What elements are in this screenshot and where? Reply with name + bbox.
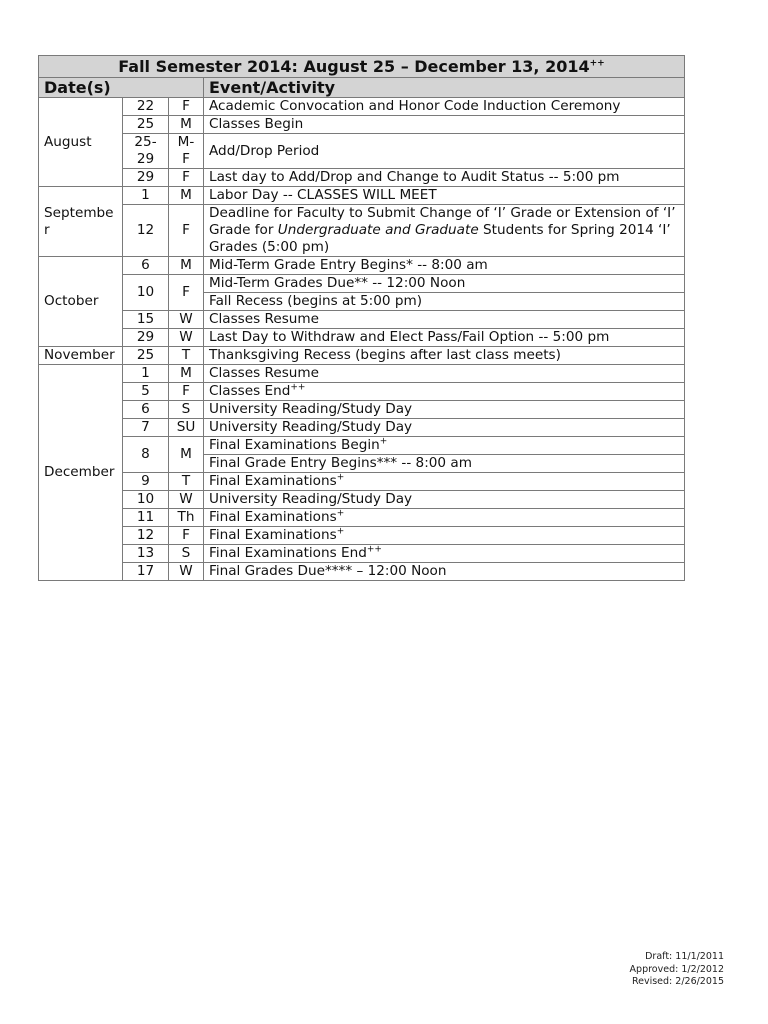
event-cell — [204, 509, 685, 527]
day-cell: 13 — [123, 545, 169, 563]
event-cell: Final Grade Entry Begins*** -- 8:00 am — [204, 455, 685, 473]
weekday-cell: M — [169, 116, 204, 134]
footnote-mark: + — [336, 472, 345, 483]
weekday-cell: W — [169, 563, 204, 581]
revision-footer — [630, 951, 724, 989]
weekday-cell: W — [169, 491, 204, 509]
weekday-cell: SU — [169, 419, 204, 437]
event-text: Deadline for Faculty to Submit Change of ‘I’ Grade or Extension of ‘I’ Grade for — [209, 205, 676, 238]
weekday-cell: T — [169, 347, 204, 365]
event-cell: Academic Convocation and Honor Code Induction Ceremony — [204, 98, 685, 116]
event-cell: Fall Recess (begins at 5:00 pm) — [204, 293, 685, 311]
table-row — [39, 365, 685, 383]
weekday-cell: M — [169, 365, 204, 383]
revised-date: Revised: 2/26/2015 — [631, 976, 724, 987]
event-cell — [204, 491, 685, 509]
day-cell: 25-29 — [123, 134, 169, 169]
table-row — [39, 311, 685, 329]
table-row — [39, 205, 685, 257]
event-cell — [204, 205, 685, 257]
weekday-cell: F — [169, 383, 204, 401]
event-cell — [204, 401, 685, 419]
table-row — [39, 187, 685, 205]
weekday-cell: F — [169, 169, 204, 187]
weekday-cell: S — [169, 545, 204, 563]
event-text: Final Examinations Begin — [209, 437, 380, 453]
weekday-cell: F — [169, 205, 204, 257]
day-cell: 15 — [123, 311, 169, 329]
day-cell: 10 — [123, 275, 169, 311]
day-cell: 6 — [123, 401, 169, 419]
weekday-cell: Th — [169, 509, 204, 527]
table-row — [39, 134, 685, 169]
table-row — [39, 401, 685, 419]
dates-header: Date(s) — [39, 78, 204, 98]
event-text: Students for Spring 2014 ‘I’ Grades (5:00 pm) — [209, 222, 671, 255]
event-text: Final Examinations — [209, 473, 337, 489]
day-cell: 6 — [123, 257, 169, 275]
event-text: Mid-Term Grade Entry Begins* -- 8:00 am — [209, 257, 488, 273]
footnote-mark: + — [336, 508, 345, 519]
table-row — [39, 347, 685, 365]
event-cell — [204, 347, 685, 365]
table-row — [39, 437, 685, 455]
day-cell: 11 — [123, 509, 169, 527]
header-row — [39, 78, 685, 98]
event-text: Mid-Term Grades Due** -- 12:00 Noon — [209, 275, 466, 291]
day-cell: 9 — [123, 473, 169, 491]
title-footnote-mark: ++ — [589, 58, 605, 69]
footnote-mark: + — [336, 526, 345, 537]
day-cell: 10 — [123, 491, 169, 509]
day-cell: 25 — [123, 347, 169, 365]
day-cell: 12 — [123, 205, 169, 257]
event-text: Classes End — [209, 383, 291, 399]
day-cell: 1 — [123, 187, 169, 205]
event-header: Event/Activity — [204, 78, 685, 98]
weekday-cell: F — [169, 98, 204, 116]
event-cell — [204, 527, 685, 545]
table-row — [39, 473, 685, 491]
footnote-mark: ++ — [290, 382, 306, 393]
table-row — [39, 545, 685, 563]
table-row — [39, 116, 685, 134]
day-cell: 29 — [123, 329, 169, 347]
event-cell: Last day to Add/Drop and Change to Audit Status -- 5:00 pm — [204, 169, 685, 187]
event-text: University Reading/Study Day — [209, 491, 413, 507]
event-cell — [204, 329, 685, 347]
event-cell — [204, 383, 685, 401]
table-row — [39, 98, 685, 116]
event-text: Final Examinations — [209, 527, 337, 543]
draft-date: Draft: 11/1/2011 — [645, 951, 724, 962]
table-row — [39, 383, 685, 401]
weekday-cell: M — [169, 257, 204, 275]
event-text: Final Examinations End — [209, 545, 367, 561]
day-cell: 25 — [123, 116, 169, 134]
table-row — [39, 509, 685, 527]
month-cell: October — [39, 257, 123, 347]
weekday-cell: M-F — [169, 134, 204, 169]
weekday-cell: F — [169, 275, 204, 311]
weekday-cell: M — [169, 437, 204, 473]
table-row — [39, 527, 685, 545]
table-row — [39, 257, 685, 275]
footnote-mark: ++ — [366, 544, 382, 555]
day-cell: 22 — [123, 98, 169, 116]
event-text: University Reading/Study Day — [209, 419, 413, 435]
weekday-cell: S — [169, 401, 204, 419]
event-cell — [204, 419, 685, 437]
event-text: Labor Day -- CLASSES WILL MEET — [209, 187, 437, 203]
event-text: University Reading/Study Day — [209, 401, 413, 417]
calendar-title: Fall Semester 2014: August 25 – December 13, 2014++ — [39, 56, 685, 78]
event-cell: Classes Begin — [204, 116, 685, 134]
event-cell: Add/Drop Period — [204, 134, 685, 169]
event-cell — [204, 437, 685, 455]
table-row — [39, 169, 685, 187]
day-cell: 7 — [123, 419, 169, 437]
month-cell: August — [39, 98, 123, 187]
event-text: Last Day to Withdraw and Elect Pass/Fail Option -- 5:00 pm — [209, 329, 610, 345]
event-cell — [204, 563, 685, 581]
weekday-cell: M — [169, 187, 204, 205]
event-text: Classes Resume — [209, 311, 320, 327]
approved-date: Approved: 1/2/2012 — [629, 963, 724, 975]
weekday-cell: T — [169, 473, 204, 491]
event-cell — [204, 545, 685, 563]
event-cell — [204, 473, 685, 491]
table-row — [39, 329, 685, 347]
day-cell: 17 — [123, 563, 169, 581]
day-cell: 29 — [123, 169, 169, 187]
month-cell: December — [39, 365, 123, 581]
footnote-mark: + — [379, 436, 388, 447]
event-cell — [204, 311, 685, 329]
day-cell: 8 — [123, 437, 169, 473]
event-text: Final Examinations — [209, 509, 337, 525]
table-row — [39, 491, 685, 509]
event-emphasis: Undergraduate and Graduate — [277, 222, 479, 238]
weekday-cell: F — [169, 527, 204, 545]
month-cell: September — [39, 187, 123, 257]
month-cell: November — [39, 347, 123, 365]
weekday-cell: W — [169, 329, 204, 347]
event-text: Final Grades Due**** – 12:00 Noon — [209, 563, 447, 579]
table-row — [39, 563, 685, 581]
event-cell — [204, 187, 685, 205]
day-cell: 5 — [123, 383, 169, 401]
table-row — [39, 419, 685, 437]
title-row — [39, 56, 685, 78]
event-cell — [204, 275, 685, 293]
event-cell — [204, 365, 685, 383]
event-text: Classes Resume — [209, 365, 320, 381]
day-cell: 1 — [123, 365, 169, 383]
day-cell: 12 — [123, 527, 169, 545]
event-cell — [204, 257, 685, 275]
event-text: Thanksgiving Recess (begins after last class meets) — [209, 347, 561, 363]
table-row — [39, 275, 685, 293]
weekday-cell: W — [169, 311, 204, 329]
academic-calendar-table — [38, 55, 685, 581]
